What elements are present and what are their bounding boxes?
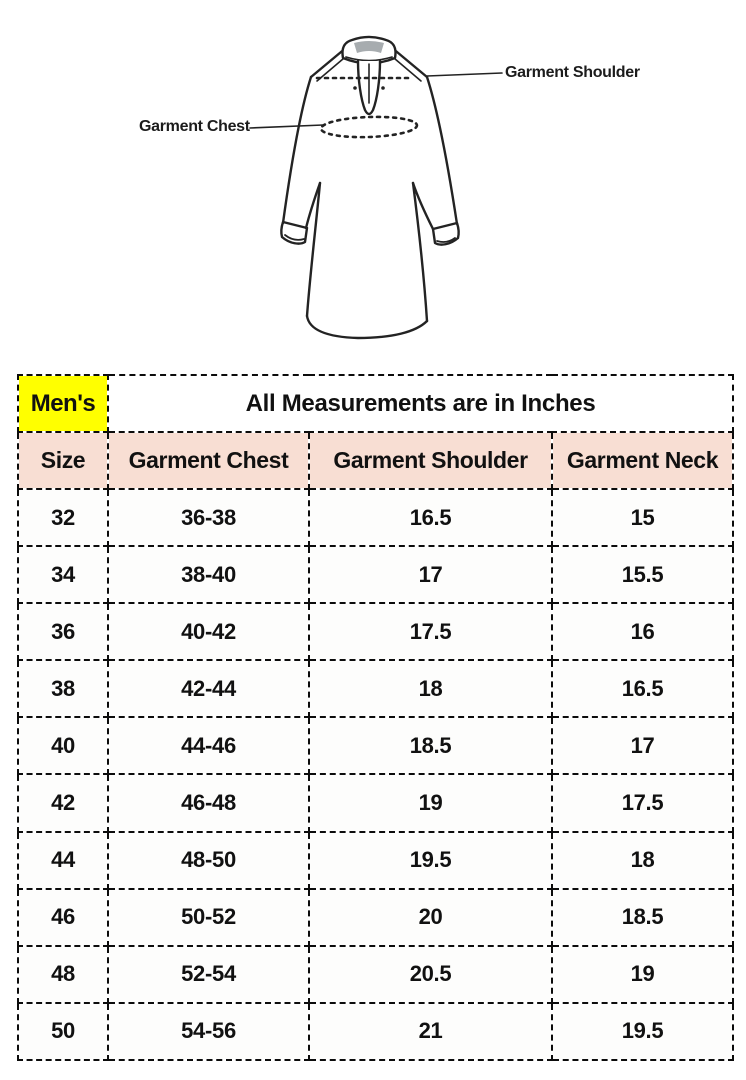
shoulder-label: Garment Shoulder (505, 64, 640, 81)
size-cell: 48 (18, 946, 108, 1003)
size-cell: 36 (18, 603, 108, 660)
left-sleeve-outer (283, 77, 311, 223)
value-cell: 20 (309, 889, 552, 946)
value-cell: 40-42 (108, 603, 309, 660)
chest-dotted-ellipse (321, 115, 418, 138)
value-cell: 15.5 (552, 546, 733, 603)
value-cell: 17 (309, 546, 552, 603)
size-cell: 38 (18, 660, 108, 717)
kurta-drawing (0, 0, 746, 372)
value-cell: 17 (552, 717, 733, 774)
value-cell: 42-44 (108, 660, 309, 717)
value-cell: 18 (552, 832, 733, 889)
value-cell: 44-46 (108, 717, 309, 774)
size-cell: 42 (18, 774, 108, 831)
column-header-garment-chest: Garment Chest (108, 432, 309, 489)
table-header (18, 375, 733, 489)
table-row (18, 717, 733, 774)
value-cell: 21 (309, 1003, 552, 1060)
category-cell: Men's (18, 375, 108, 432)
size-cell: 40 (18, 717, 108, 774)
column-header-garment-neck: Garment Neck (552, 432, 733, 489)
size-cell: 44 (18, 832, 108, 889)
placket-dot-left (353, 86, 357, 90)
placket-dot-right (381, 86, 385, 90)
value-cell: 17.5 (309, 603, 552, 660)
table-row (18, 660, 733, 717)
size-cell: 46 (18, 889, 108, 946)
value-cell: 16.5 (552, 660, 733, 717)
table-row (18, 774, 733, 831)
column-header-row (18, 432, 733, 489)
value-cell: 18.5 (309, 717, 552, 774)
value-cell: 16.5 (309, 489, 552, 546)
left-cuff-opening (285, 235, 304, 240)
garment-diagram (0, 0, 746, 372)
chest-leader-line (250, 125, 323, 128)
value-cell: 54-56 (108, 1003, 309, 1060)
table-row (18, 889, 733, 946)
size-cell: 50 (18, 1003, 108, 1060)
table-row (18, 489, 733, 546)
table-row (18, 603, 733, 660)
title-row (18, 375, 733, 432)
value-cell: 52-54 (108, 946, 309, 1003)
value-cell: 36-38 (108, 489, 309, 546)
table-row (18, 946, 733, 1003)
column-header-garment-shoulder: Garment Shoulder (309, 432, 552, 489)
column-header-size: Size (18, 432, 108, 489)
value-cell: 17.5 (552, 774, 733, 831)
value-cell: 19.5 (309, 832, 552, 889)
value-cell: 19 (552, 946, 733, 1003)
table-row (18, 546, 733, 603)
table-row (18, 1003, 733, 1060)
value-cell: 18 (309, 660, 552, 717)
value-cell: 16 (552, 603, 733, 660)
hem-curve (307, 316, 427, 338)
shoulder-leader-line (427, 73, 502, 76)
value-cell: 50-52 (108, 889, 309, 946)
value-cell: 19.5 (552, 1003, 733, 1060)
right-sleeve-outer (427, 77, 457, 224)
table-body (18, 489, 733, 1060)
value-cell: 20.5 (309, 946, 552, 1003)
size-cell: 34 (18, 546, 108, 603)
value-cell: 19 (309, 774, 552, 831)
chest-label: Garment Chest (139, 118, 250, 135)
table-row (18, 832, 733, 889)
size-table (17, 374, 734, 1061)
table-title: All Measurements are in Inches (108, 375, 733, 432)
value-cell: 46-48 (108, 774, 309, 831)
value-cell: 48-50 (108, 832, 309, 889)
value-cell: 38-40 (108, 546, 309, 603)
value-cell: 18.5 (552, 889, 733, 946)
size-cell: 32 (18, 489, 108, 546)
value-cell: 15 (552, 489, 733, 546)
